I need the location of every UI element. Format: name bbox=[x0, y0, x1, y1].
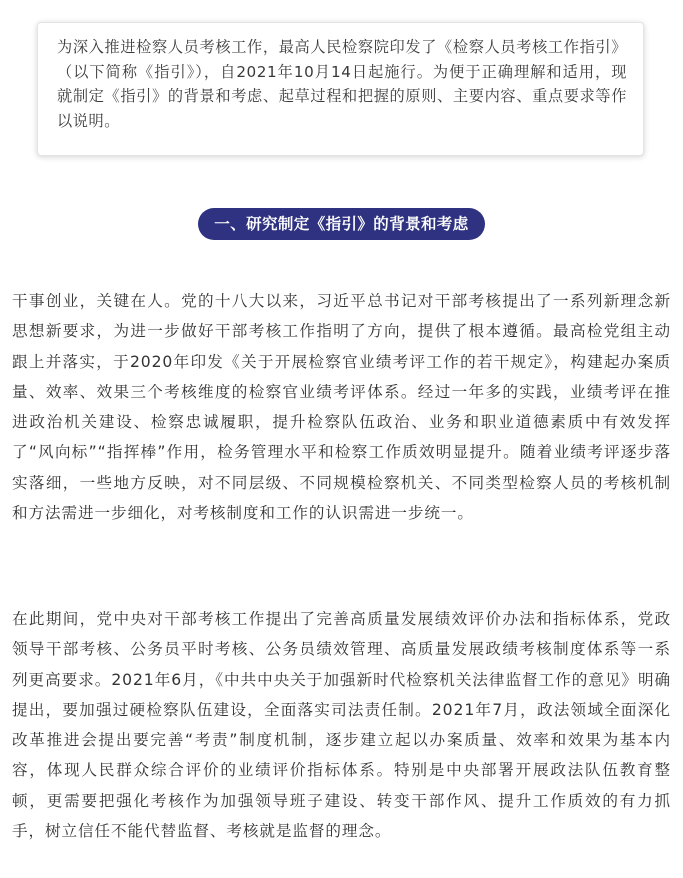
intro-text: 为深入推进检察人员考核工作，最高人民检察院印发了《检察人员考核工作指引》（以下简称《指引》），自2021年10月14日起施行。为便于正确理解和适用，现就制定《指引》的背景和考虑、起草过程和把握的原则、主要内容、重点要求等作以说明。 bbox=[57, 38, 627, 130]
section-heading-wrap bbox=[0, 208, 683, 240]
paragraph: 干事创业，关键在人。党的十八大以来，习近平总书记对干部考核提出了一系列新理念新思想新要求，为进一步做好干部考核工作指明了方向，提供了根本遵循。最高检党组主动跟上并落实，于2020年印发《关于开展检察官业绩考评工作的若干规定》，构建起办案质量、效率、效果三个考核维度的检察官业绩考评体系。经过一年多的实践，业绩考评在推进政治机关建设、检察忠诚履职，提升检察队伍政治、业务和职业道德素质中有效发挥了“风向标”“指挥棒”作用，检务管理水平和检察工作质效明显提升。随着业绩考评逐步落实落细，一些地方反映，对不同层级、不同规模检察机关、不同类型检察人员的考核机制和方法需进一步细化，对考核制度和工作的认识需进一步统一。 bbox=[12, 292, 671, 523]
intro-box bbox=[37, 22, 644, 156]
paragraph: 在此期间，党中央对干部考核工作提出了完善高质量发展绩效评价办法和指标体系，党政领导干部考核、公务员平时考核、公务员绩效管理、高质量发展政绩考核制度体系等一系列更高要求。2021年6月，《中共中央关于加强新时代检察机关法律监督工作的意见》明确提出，要加强过硬检察队伍建设，全面落实司法责任制。2021年7月，政法领域全面深化改革推进会提出要完善“考责”制度机制，逐步建立起以办案质量、效率和效果为基本内容，体现人民群众综合评价的业绩评价指标体系。特别是中央部署开展政法队伍教育整顿，更需要把强化考核作为加强领导班子建设、转变干部作风、提升工作质效的有力抓手，树立信任不能代替监督、考核就是监督的理念。 bbox=[12, 610, 671, 841]
section-heading: 一、研究制定《指引》的背景和考虑 bbox=[198, 208, 484, 240]
